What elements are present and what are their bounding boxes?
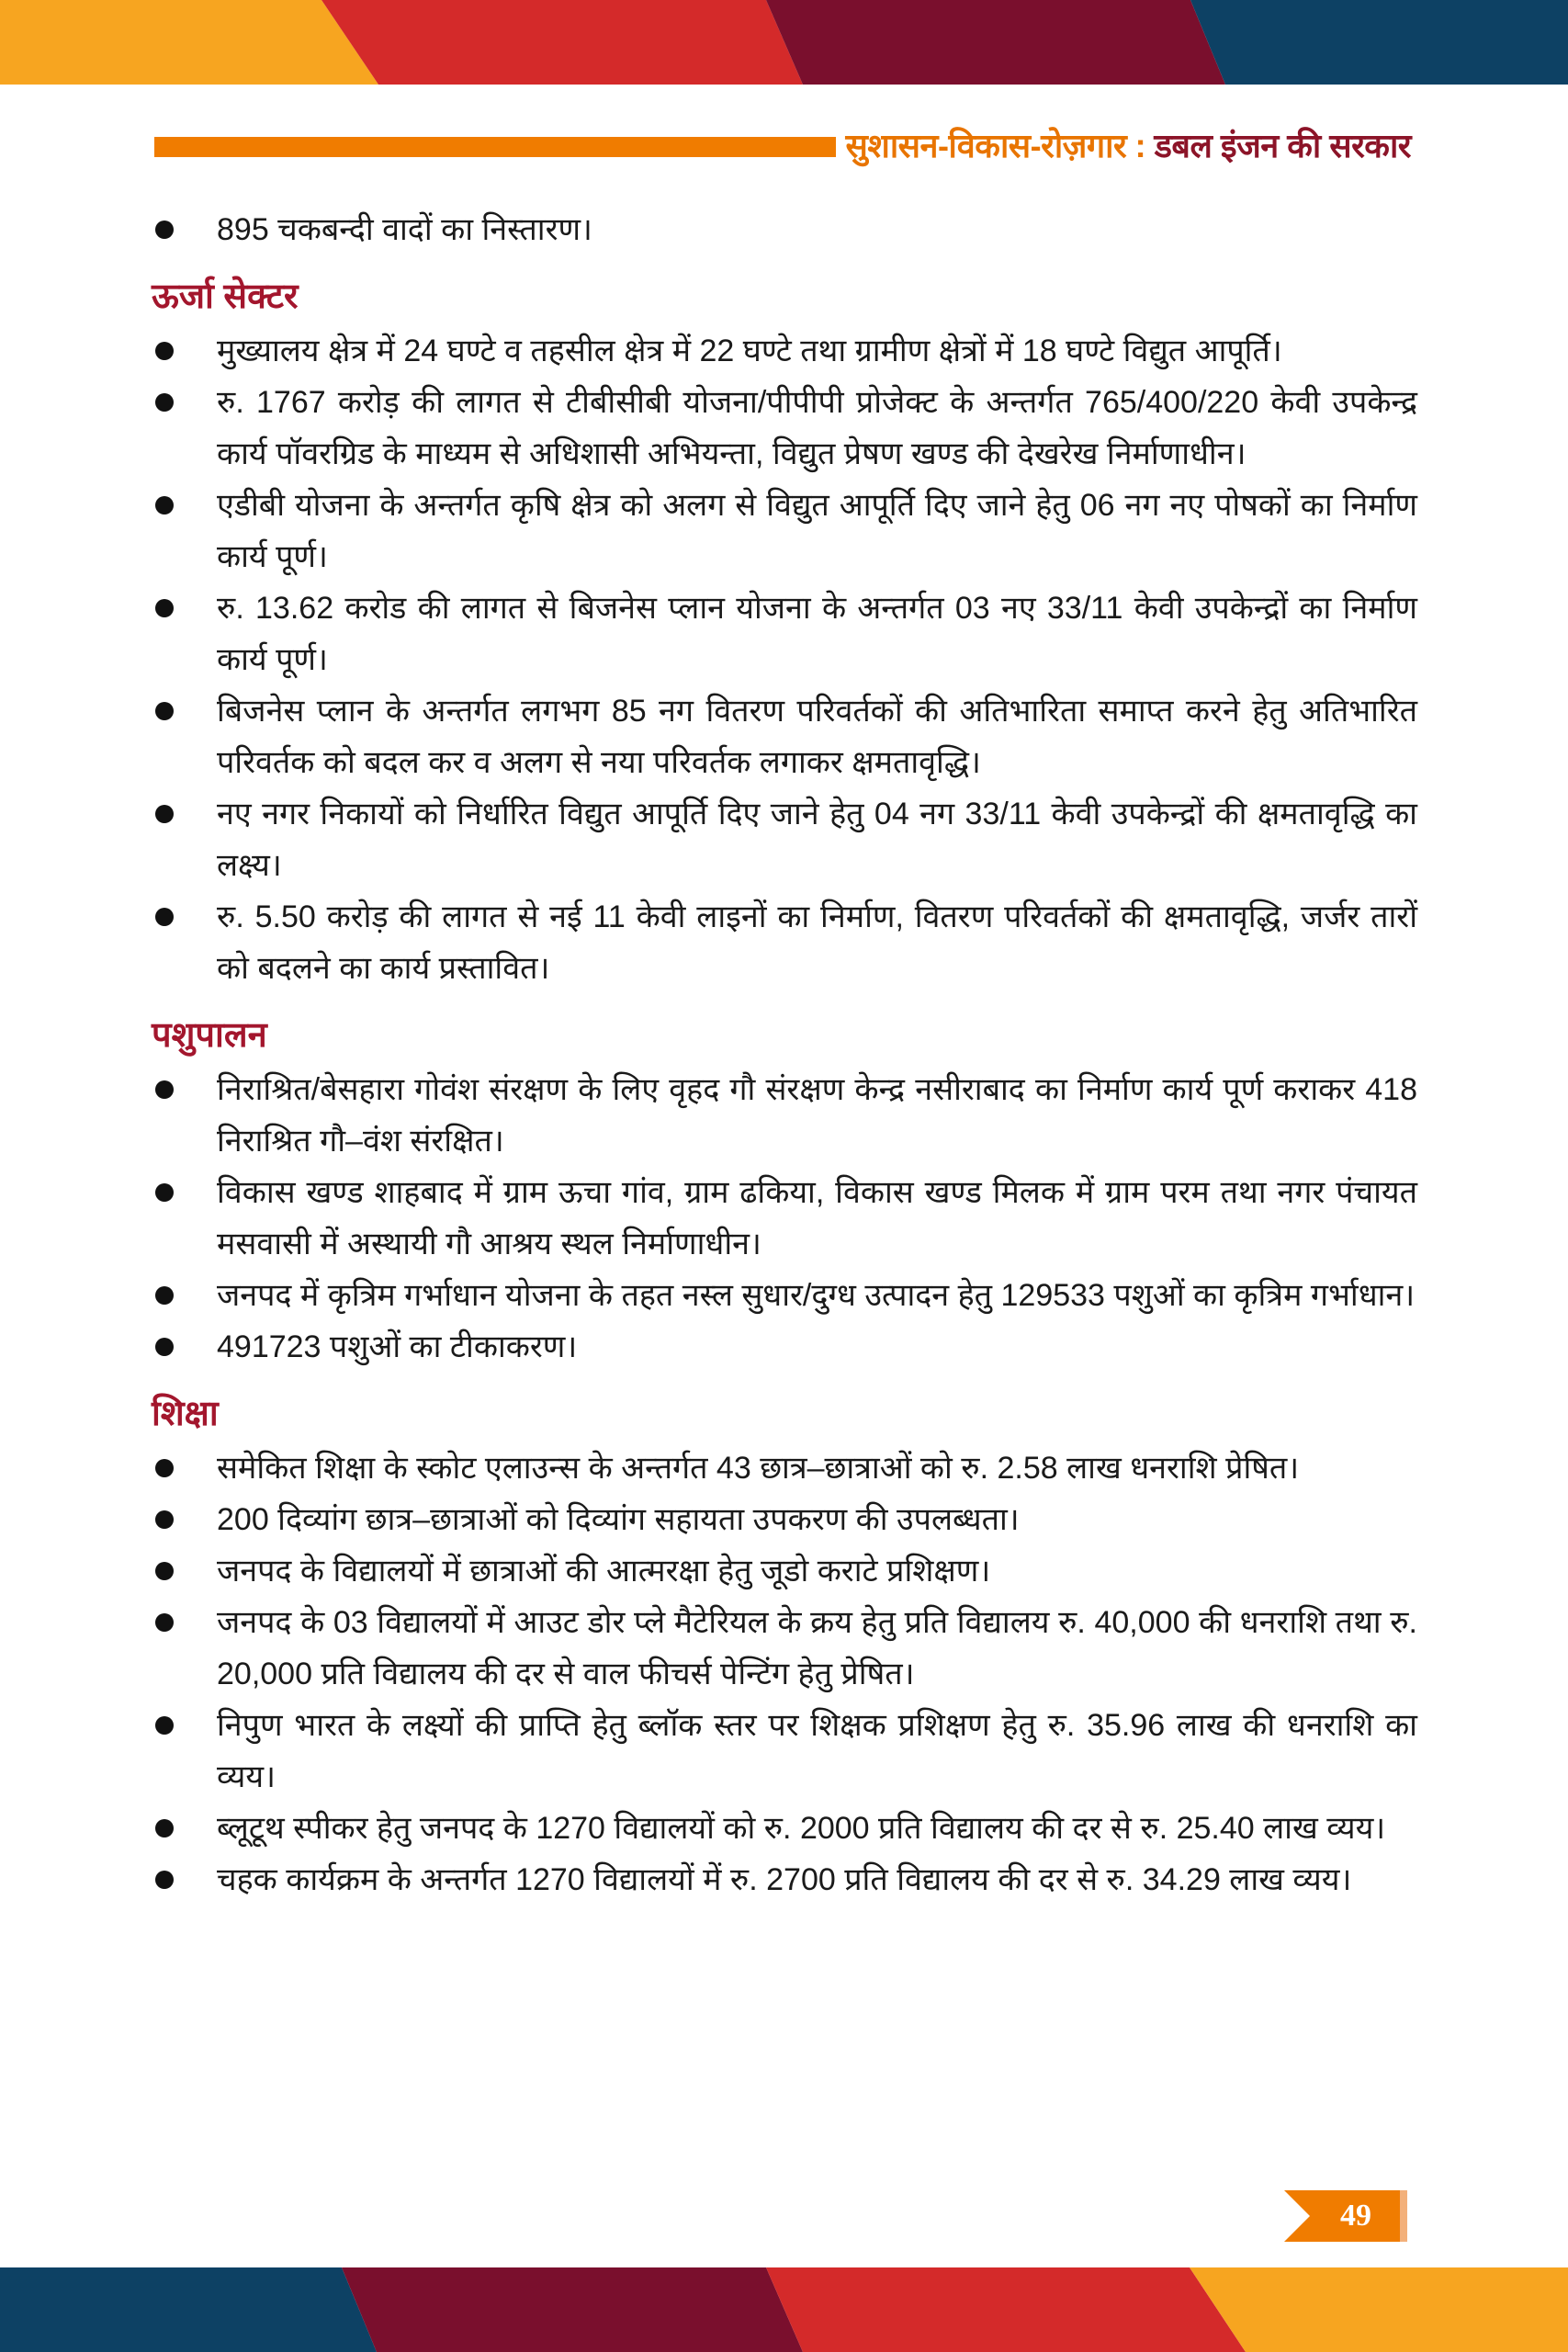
- bullet-icon: [155, 908, 174, 926]
- list-item-text: समेकित शिक्षा के स्कोट एलाउन्स के अन्तर्गत 43 छात्र–छात्राओं को रु. 2.58 लाख धनराशि प्रेषित।: [217, 1451, 1300, 1486]
- top-band-red: [321, 0, 803, 85]
- header-title-part1: सुशासन-विकास-रोज़गार :: [845, 127, 1146, 164]
- bullet-icon: [155, 342, 174, 360]
- list-item-text: निपुण भारत के लक्ष्यों की प्राप्ति हेतु ब्लॉक स्तर पर शिक्षक प्रशिक्षण हेतु रु. 35.96 लाख की धनराशि का व्यय।: [217, 1708, 1417, 1794]
- bullet-icon: [155, 1459, 174, 1477]
- top-band-yellow: [0, 0, 378, 85]
- intro-list: [152, 204, 1417, 255]
- top-decorative-band: [0, 0, 1568, 85]
- bullet-icon: [155, 496, 174, 514]
- bottom-band-navy: [0, 2267, 377, 2352]
- bullet-icon: [155, 220, 174, 239]
- list-item: [152, 1321, 1417, 1373]
- list-item: [152, 891, 1417, 994]
- list-item: [152, 1803, 1417, 1854]
- bullet-icon: [155, 702, 174, 720]
- list-item: [152, 1494, 1417, 1545]
- page-number: 49: [1340, 2199, 1371, 2233]
- education-list: [152, 1442, 1417, 1905]
- list-item-text: मुख्यालय क्षेत्र में 24 घण्टे व तहसील क्षेत्र में 22 घण्टे तथा ग्रामीण क्षेत्रों में 18 घण्टे विद्युत आपूर्ति।: [217, 334, 1282, 368]
- header-title-part2: डबल इंजन की सरकार: [1145, 127, 1411, 164]
- header-orange-rule: [154, 137, 836, 157]
- list-item-text: 491723 पशुओं का टीकाकरण।: [217, 1329, 578, 1364]
- list-item-text: जनपद में कृत्रिम गर्भाधान योजना के तहत नस्ल सुधार/दुग्ध उत्पादन हेतु 129533 पशुओं का कृत्रिम गर्भाधान।: [217, 1278, 1416, 1313]
- list-item-text: रु. 1767 करोड़ की लागत से टीबीसीबी योजना/पीपीपी प्रोजेक्ट के अन्तर्गत 765/400/220 केवी उपकेन्द्र कार्य पॉवरग्रिड के माध्यम से अधिशासी अभियन्ता, विद्युत प्रेषण खण्ड की देखरेख निर्माणाधीन।: [217, 385, 1417, 471]
- bottom-band-red: [766, 2267, 1246, 2352]
- list-item: [152, 325, 1417, 377]
- list-item-text: ब्लूटूथ स्पीकर हेतु जनपद के 1270 विद्यालयों को रु. 2000 प्रति विद्यालय की दर से रु. 25.40 लाख व्यय।: [217, 1811, 1386, 1846]
- bullet-icon: [155, 1080, 174, 1099]
- bottom-band-maroon: [342, 2267, 803, 2352]
- bullet-icon: [155, 1562, 174, 1580]
- list-item: [152, 582, 1417, 685]
- list-item-text: 895 चकबन्दी वादों का निस्तारण।: [217, 212, 592, 247]
- list-item: [152, 480, 1417, 582]
- section-heading-energy: ऊर्जा सेक्टर: [152, 277, 299, 316]
- list-item-text: 200 दिव्यांग छात्र–छात्राओं को दिव्यांग सहायता उपकरण की उपलब्धता।: [217, 1502, 1020, 1537]
- list-item: [152, 377, 1417, 480]
- list-item: [152, 1597, 1417, 1700]
- bullet-icon: [155, 805, 174, 823]
- bullet-icon: [155, 393, 174, 412]
- bullet-icon: [155, 1510, 174, 1529]
- list-item: [152, 788, 1417, 891]
- list-item: [152, 1854, 1417, 1905]
- list-item-text: चहक कार्यक्रम के अन्तर्गत 1270 विद्यालयों में रु. 2700 प्रति विद्यालय की दर से रु. 34.29 लाख व्यय।: [217, 1862, 1352, 1897]
- bottom-band-graphic: [0, 2267, 1568, 2352]
- list-item-text: नए नगर निकायों को निर्धारित विद्युत आपूर्ति दिए जाने हेतु 04 नग 33/11 केवी उपकेन्द्रों की क्षमतावृद्धि का लक्ष्य।: [217, 797, 1417, 883]
- bullet-icon: [155, 1613, 174, 1632]
- list-item-text: जनपद के 03 विद्यालयों में आउट डोर प्ले मैटेरियल के क्रय हेतु प्रति विद्यालय रु. 40,000 की धनराशि तथा रु. 20,000 प्रति विद्यालय की दर से वाल फीचर्स पेन्टिंग हेतु प्रेषित।: [217, 1605, 1417, 1691]
- list-item: [152, 1167, 1417, 1270]
- bullet-icon: [155, 599, 174, 617]
- list-item-text: विकास खण्ड शाहबाद में ग्राम ऊचा गांव, ग्राम ढकिया, विकास खण्ड मिलक में ग्राम परम तथा नगर पंचायत मसवासी में अस्थायी गौ आश्रय स्थल निर्माणाधीन।: [217, 1175, 1417, 1261]
- animal-husbandry-list: [152, 1064, 1417, 1373]
- energy-list: [152, 325, 1417, 994]
- list-item-text: रु. 5.50 करोड़ की लागत से नई 11 केवी लाइनों का निर्माण, वितरण परिवर्तकों की क्षमतावृद्धि, जर्जर तारों को बदलने का कार्य प्रस्तावित।: [217, 899, 1417, 986]
- list-item: [152, 1700, 1417, 1803]
- page-content: [152, 204, 1417, 1905]
- bullet-icon: [155, 1716, 174, 1735]
- list-item: [152, 685, 1417, 788]
- list-item-text: जनपद के विद्यालयों में छात्राओं की आत्मरक्षा हेतु जूडो कराटे प्रशिक्षण।: [217, 1554, 991, 1589]
- section-heading-animal-husbandry: पशुपालन: [152, 1016, 267, 1055]
- bullet-icon: [155, 1338, 174, 1356]
- list-item-text: एडीबी योजना के अन्तर्गत कृषि क्षेत्र को अलग से विद्युत आपूर्ति दिए जाने हेतु 06 नग नए पोषकों का निर्माण कार्य पूर्ण।: [217, 488, 1417, 574]
- bullet-icon: [155, 1819, 174, 1838]
- list-item-text: रु. 13.62 करोड की लागत से बिजनेस प्लान योजना के अन्तर्गत 03 नए 33/11 केवी उपकेन्द्रों का निर्माण कार्य पूर्ण।: [217, 591, 1417, 677]
- page-number-badge: [1284, 2190, 1409, 2242]
- top-band-maroon: [766, 0, 1225, 85]
- list-item-text: निराश्रित/बेसहारा गोवंश संरक्षण के लिए वृहद गौ संरक्षण केन्द्र नसीराबाद का निर्माण कार्य पूर्ण कराकर 418 निराश्रित गौ–वंश संरक्षित।: [217, 1072, 1417, 1159]
- list-item: [152, 1270, 1417, 1321]
- bullet-icon: [155, 1183, 174, 1202]
- list-item: [152, 204, 1417, 255]
- list-item: [152, 1064, 1417, 1167]
- bottom-band-yellow: [1190, 2267, 1568, 2352]
- top-band-graphic: [0, 0, 1568, 85]
- list-item: [152, 1442, 1417, 1494]
- bullet-icon: [155, 1871, 174, 1889]
- bullet-icon: [155, 1286, 174, 1305]
- bottom-decorative-band: [0, 2267, 1568, 2352]
- section-heading-education: शिक्षा: [152, 1395, 219, 1433]
- top-band-navy: [1190, 0, 1568, 85]
- list-item: [152, 1545, 1417, 1597]
- header-title: [846, 121, 1411, 171]
- list-item-text: बिजनेस प्लान के अन्तर्गत लगभग 85 नग वितरण परिवर्तकों की अतिभारिता समाप्त करने हेतु अतिभारित परिवर्तक को बदल कर व अलग से नया परिवर्तक लगाकर क्षमतावृद्धि।: [217, 694, 1417, 780]
